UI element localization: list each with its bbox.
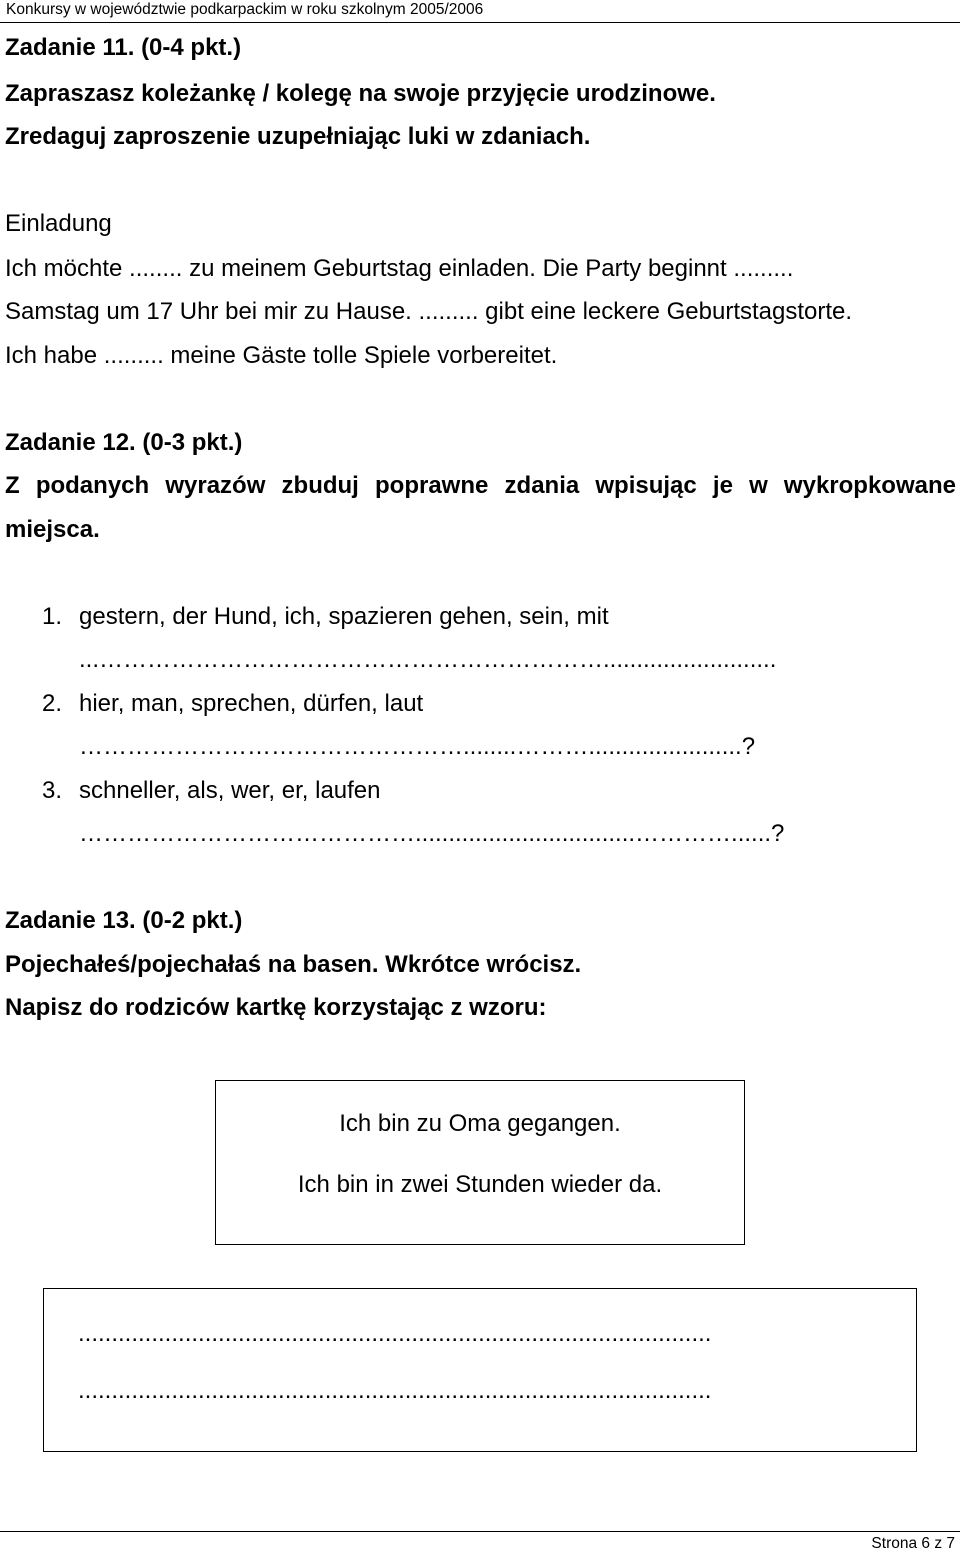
invitation-title: Einladung: [5, 210, 112, 237]
task13-heading: Zadanie 13. (0-2 pkt.): [5, 907, 243, 934]
task12-instruction-line-2: miejsca.: [5, 516, 100, 543]
model-note-line: Ich bin zu Oma gegangen.: [339, 1110, 621, 1137]
task12-heading: Zadanie 12. (0-3 pkt.): [5, 429, 243, 456]
page-number: Strona 6 z 7: [871, 1535, 955, 1552]
task11-heading: Zadanie 11. (0-4 pkt.): [5, 34, 242, 61]
exercise-item-words: gestern, der Hund, ich, spazieren gehen, sein, mit: [79, 603, 609, 630]
task13-instruction-2: Napisz do rodziców kartkę korzystając z wzoru:: [5, 994, 547, 1021]
answer-blank[interactable]: ...………………………………………………………..........................: [79, 646, 777, 673]
model-note-line: Ich bin in zwei Stunden wieder da.: [297, 1171, 663, 1198]
footer-divider: [0, 1531, 960, 1532]
invitation-line-3: Ich habe ......... meine Gäste tolle Spiele vorbereitet.: [5, 342, 558, 369]
answer-blank[interactable]: …………………………………….................................…………......?: [79, 820, 785, 847]
exercise-item-number: 2.: [42, 690, 63, 717]
running-header: Konkursy w województwie podkarpackim w roku szkolnym 2005/2006: [6, 1, 484, 18]
exercise-item-number: 1.: [42, 603, 63, 630]
exercise-item-words: schneller, als, wer, er, laufen: [79, 777, 381, 804]
exercise-item-words: hier, man, sprechen, dürfen, laut: [79, 690, 424, 717]
header-divider: [0, 22, 960, 23]
task12-instruction-line-1: Z podanych wyrazów zbuduj poprawne zdania wpisując je w wykropkowane: [5, 472, 956, 499]
task11-instruction-1: Zapraszasz koleżankę / kolegę na swoje przyjęcie urodzinowe.: [5, 80, 716, 107]
invitation-line-1: Ich möchte ........ zu meinem Geburtstag einladen. Die Party beginnt .........: [5, 255, 794, 282]
task13-instruction-1: Pojechałeś/pojechałaś na basen. Wkrótce wrócisz.: [5, 951, 582, 978]
model-note-box: [215, 1080, 745, 1245]
invitation-line-2: Samstag um 17 Uhr bei mir zu Hause. ......... gibt eine leckere Geburtstagstorte.: [5, 298, 853, 325]
task11-instruction-2: Zredaguj zaproszenie uzupełniając luki w zdaniach.: [5, 123, 591, 150]
answer-blank[interactable]: …………………………………………........……….......................?: [79, 733, 756, 760]
answer-note-box[interactable]: [43, 1288, 917, 1452]
answer-note-line[interactable]: ...............................................................................................: [78, 1320, 712, 1347]
answer-note-line[interactable]: ...............................................................................................: [78, 1377, 712, 1404]
exercise-item-number: 3.: [42, 777, 63, 804]
